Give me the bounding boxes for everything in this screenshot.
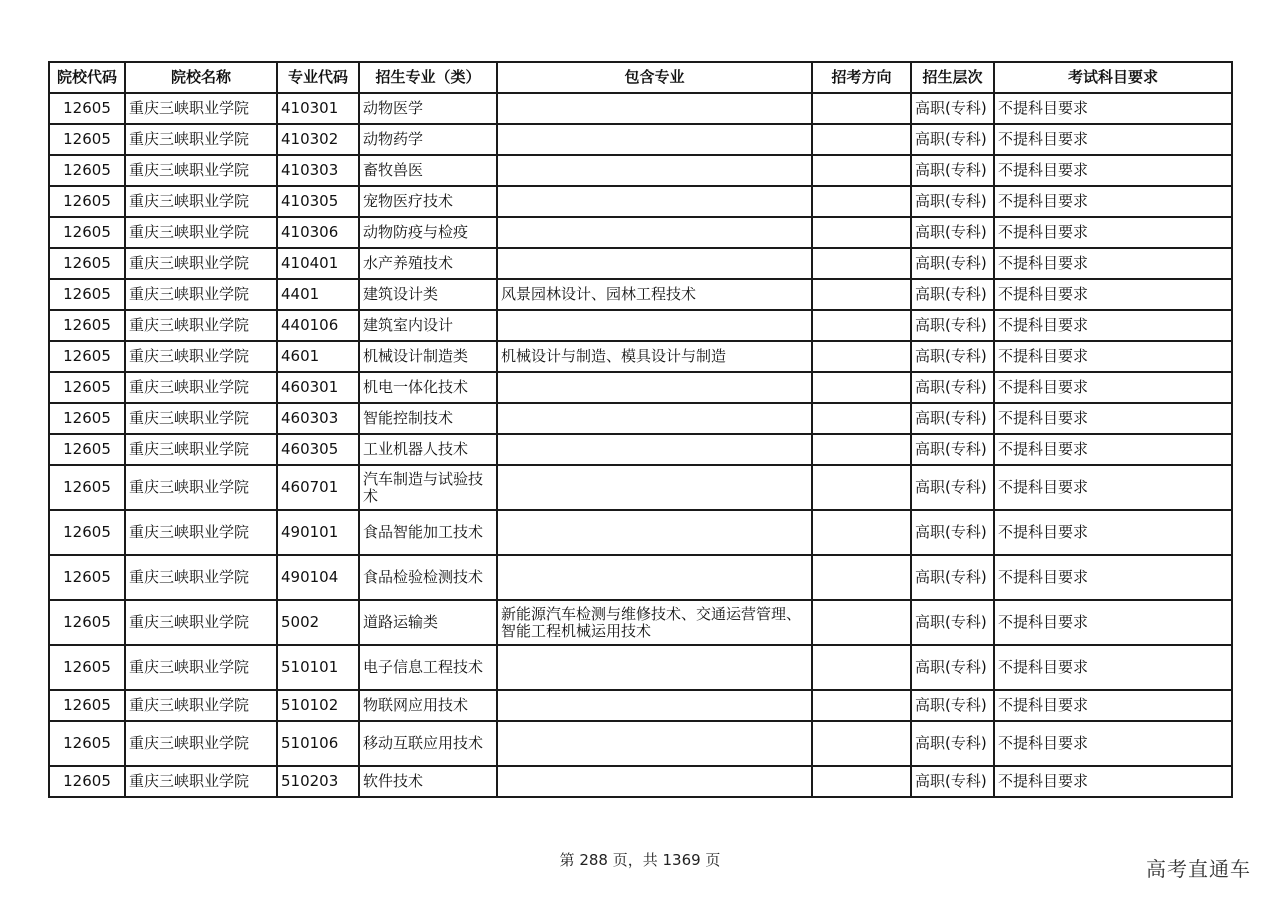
cell-school-code: 12605	[49, 434, 125, 465]
cell-major-code: 410306	[277, 217, 359, 248]
table-header-row	[49, 62, 1232, 93]
table-row	[49, 510, 1232, 555]
header-major-code: 专业代码	[277, 62, 359, 93]
header-includes: 包含专业	[497, 62, 812, 93]
cell-school-code: 12605	[49, 124, 125, 155]
table-row	[49, 434, 1232, 465]
cell-school-name: 重庆三峡职业学院	[125, 93, 277, 124]
cell-subjects: 不提科目要求	[994, 766, 1232, 797]
cell-school-code: 12605	[49, 645, 125, 690]
cell-school-code: 12605	[49, 403, 125, 434]
cell-school-name: 重庆三峡职业学院	[125, 766, 277, 797]
cell-level: 高职(专科)	[911, 600, 994, 645]
cell-major: 道路运输类	[359, 600, 497, 645]
cell-includes	[497, 217, 812, 248]
cell-includes	[497, 465, 812, 510]
cell-level: 高职(专科)	[911, 124, 994, 155]
table-row	[49, 372, 1232, 403]
cell-school-name: 重庆三峡职业学院	[125, 217, 277, 248]
cell-direction	[812, 341, 911, 372]
cell-school-name: 重庆三峡职业学院	[125, 186, 277, 217]
cell-school-name: 重庆三峡职业学院	[125, 645, 277, 690]
cell-includes	[497, 690, 812, 721]
cell-school-code: 12605	[49, 510, 125, 555]
cell-direction	[812, 555, 911, 600]
cell-school-code: 12605	[49, 310, 125, 341]
cell-major-code: 4601	[277, 341, 359, 372]
cell-school-code: 12605	[49, 217, 125, 248]
table-row	[49, 341, 1232, 372]
cell-major-code: 510106	[277, 721, 359, 766]
table-row	[49, 248, 1232, 279]
cell-school-name: 重庆三峡职业学院	[125, 341, 277, 372]
cell-school-code: 12605	[49, 690, 125, 721]
cell-school-name: 重庆三峡职业学院	[125, 510, 277, 555]
cell-major-code: 510101	[277, 645, 359, 690]
cell-direction	[812, 310, 911, 341]
cell-level: 高职(专科)	[911, 721, 994, 766]
cell-major: 移动互联应用技术	[359, 721, 497, 766]
cell-major: 动物药学	[359, 124, 497, 155]
cell-level: 高职(专科)	[911, 645, 994, 690]
cell-includes	[497, 645, 812, 690]
cell-direction	[812, 217, 911, 248]
cell-school-name: 重庆三峡职业学院	[125, 124, 277, 155]
cell-major: 智能控制技术	[359, 403, 497, 434]
cell-major-code: 510203	[277, 766, 359, 797]
cell-level: 高职(专科)	[911, 93, 994, 124]
cell-direction	[812, 279, 911, 310]
table-row	[49, 721, 1232, 766]
cell-level: 高职(专科)	[911, 766, 994, 797]
cell-includes	[497, 510, 812, 555]
header-major: 招生专业（类）	[359, 62, 497, 93]
cell-subjects: 不提科目要求	[994, 721, 1232, 766]
table-row	[49, 279, 1232, 310]
cell-includes	[497, 434, 812, 465]
cell-major: 宠物医疗技术	[359, 186, 497, 217]
cell-includes	[497, 721, 812, 766]
cell-direction	[812, 124, 911, 155]
cell-subjects: 不提科目要求	[994, 341, 1232, 372]
cell-level: 高职(专科)	[911, 555, 994, 600]
cell-major-code: 410303	[277, 155, 359, 186]
cell-level: 高职(专科)	[911, 690, 994, 721]
table-row	[49, 555, 1232, 600]
cell-major: 食品智能加工技术	[359, 510, 497, 555]
cell-subjects: 不提科目要求	[994, 186, 1232, 217]
cell-school-name: 重庆三峡职业学院	[125, 434, 277, 465]
table-row	[49, 124, 1232, 155]
cell-major-code: 410302	[277, 124, 359, 155]
header-subjects: 考试科目要求	[994, 62, 1232, 93]
cell-includes	[497, 248, 812, 279]
table-row	[49, 645, 1232, 690]
cell-major: 建筑设计类	[359, 279, 497, 310]
cell-direction	[812, 434, 911, 465]
cell-subjects: 不提科目要求	[994, 690, 1232, 721]
header-school-code: 院校代码	[49, 62, 125, 93]
cell-level: 高职(专科)	[911, 341, 994, 372]
cell-major-code: 410301	[277, 93, 359, 124]
cell-school-code: 12605	[49, 766, 125, 797]
table-row	[49, 690, 1232, 721]
cell-school-name: 重庆三峡职业学院	[125, 721, 277, 766]
cell-school-name: 重庆三峡职业学院	[125, 600, 277, 645]
cell-subjects: 不提科目要求	[994, 434, 1232, 465]
header-direction: 招考方向	[812, 62, 911, 93]
cell-direction	[812, 645, 911, 690]
cell-major: 电子信息工程技术	[359, 645, 497, 690]
cell-major: 汽车制造与试验技术	[359, 465, 497, 510]
cell-level: 高职(专科)	[911, 403, 994, 434]
cell-major: 工业机器人技术	[359, 434, 497, 465]
cell-level: 高职(专科)	[911, 279, 994, 310]
header-level: 招生层次	[911, 62, 994, 93]
cell-direction	[812, 766, 911, 797]
cell-major-code: 460301	[277, 372, 359, 403]
cell-school-code: 12605	[49, 248, 125, 279]
cell-major: 食品检验检测技术	[359, 555, 497, 600]
table-body	[49, 93, 1232, 797]
cell-school-name: 重庆三峡职业学院	[125, 555, 277, 600]
cell-major-code: 4401	[277, 279, 359, 310]
cell-school-code: 12605	[49, 93, 125, 124]
cell-direction	[812, 155, 911, 186]
cell-level: 高职(专科)	[911, 465, 994, 510]
cell-school-name: 重庆三峡职业学院	[125, 155, 277, 186]
cell-major-code: 490104	[277, 555, 359, 600]
cell-includes: 新能源汽车检测与维修技术、交通运营管理、智能工程机械运用技术	[497, 600, 812, 645]
cell-direction	[812, 93, 911, 124]
cell-school-code: 12605	[49, 279, 125, 310]
cell-subjects: 不提科目要求	[994, 217, 1232, 248]
cell-school-code: 12605	[49, 600, 125, 645]
cell-includes: 机械设计与制造、模具设计与制造	[497, 341, 812, 372]
cell-school-code: 12605	[49, 465, 125, 510]
watermark-logo: 高考直通车	[1146, 857, 1251, 881]
cell-subjects: 不提科目要求	[994, 465, 1232, 510]
cell-includes	[497, 310, 812, 341]
cell-direction	[812, 600, 911, 645]
cell-major-code: 440106	[277, 310, 359, 341]
cell-school-code: 12605	[49, 372, 125, 403]
cell-includes	[497, 555, 812, 600]
cell-major-code: 410401	[277, 248, 359, 279]
table-row	[49, 766, 1232, 797]
cell-direction	[812, 690, 911, 721]
cell-school-name: 重庆三峡职业学院	[125, 465, 277, 510]
table-row	[49, 186, 1232, 217]
cell-school-code: 12605	[49, 186, 125, 217]
cell-subjects: 不提科目要求	[994, 310, 1232, 341]
cell-direction	[812, 248, 911, 279]
cell-subjects: 不提科目要求	[994, 600, 1232, 645]
cell-level: 高职(专科)	[911, 217, 994, 248]
cell-level: 高职(专科)	[911, 510, 994, 555]
cell-school-name: 重庆三峡职业学院	[125, 279, 277, 310]
cell-direction	[812, 721, 911, 766]
cell-level: 高职(专科)	[911, 372, 994, 403]
cell-subjects: 不提科目要求	[994, 248, 1232, 279]
cell-level: 高职(专科)	[911, 186, 994, 217]
table-row	[49, 403, 1232, 434]
cell-subjects: 不提科目要求	[994, 645, 1232, 690]
cell-direction	[812, 186, 911, 217]
cell-includes	[497, 155, 812, 186]
cell-direction	[812, 403, 911, 434]
table-row	[49, 600, 1232, 645]
cell-direction	[812, 465, 911, 510]
cell-subjects: 不提科目要求	[994, 93, 1232, 124]
cell-major: 物联网应用技术	[359, 690, 497, 721]
admissions-table	[48, 61, 1233, 798]
cell-school-code: 12605	[49, 555, 125, 600]
cell-direction	[812, 372, 911, 403]
cell-level: 高职(专科)	[911, 155, 994, 186]
cell-major-code: 460701	[277, 465, 359, 510]
cell-major: 动物防疫与检疫	[359, 217, 497, 248]
cell-includes	[497, 124, 812, 155]
cell-includes: 风景园林设计、园林工程技术	[497, 279, 812, 310]
cell-subjects: 不提科目要求	[994, 510, 1232, 555]
cell-major-code: 460305	[277, 434, 359, 465]
cell-school-name: 重庆三峡职业学院	[125, 248, 277, 279]
cell-major: 建筑室内设计	[359, 310, 497, 341]
cell-major: 畜牧兽医	[359, 155, 497, 186]
cell-school-code: 12605	[49, 721, 125, 766]
cell-subjects: 不提科目要求	[994, 403, 1232, 434]
cell-major: 水产养殖技术	[359, 248, 497, 279]
cell-includes	[497, 186, 812, 217]
table-row	[49, 310, 1232, 341]
cell-major: 机电一体化技术	[359, 372, 497, 403]
cell-includes	[497, 372, 812, 403]
header-school-name: 院校名称	[125, 62, 277, 93]
table-row	[49, 217, 1232, 248]
cell-subjects: 不提科目要求	[994, 279, 1232, 310]
cell-level: 高职(专科)	[911, 434, 994, 465]
cell-includes	[497, 766, 812, 797]
cell-subjects: 不提科目要求	[994, 155, 1232, 186]
cell-direction	[812, 510, 911, 555]
table-row	[49, 155, 1232, 186]
cell-school-code: 12605	[49, 155, 125, 186]
cell-school-name: 重庆三峡职业学院	[125, 690, 277, 721]
cell-level: 高职(专科)	[911, 310, 994, 341]
table-row	[49, 465, 1232, 510]
cell-includes	[497, 93, 812, 124]
cell-major-code: 510102	[277, 690, 359, 721]
cell-subjects: 不提科目要求	[994, 372, 1232, 403]
cell-includes	[497, 403, 812, 434]
cell-major-code: 490101	[277, 510, 359, 555]
cell-subjects: 不提科目要求	[994, 555, 1232, 600]
cell-school-name: 重庆三峡职业学院	[125, 403, 277, 434]
cell-major: 软件技术	[359, 766, 497, 797]
cell-major-code: 410305	[277, 186, 359, 217]
table-row	[49, 93, 1232, 124]
cell-subjects: 不提科目要求	[994, 124, 1232, 155]
page-number: 第 288 页，共 1369 页	[559, 851, 721, 869]
cell-major: 机械设计制造类	[359, 341, 497, 372]
cell-major-code: 460303	[277, 403, 359, 434]
cell-school-name: 重庆三峡职业学院	[125, 310, 277, 341]
cell-school-name: 重庆三峡职业学院	[125, 372, 277, 403]
cell-level: 高职(专科)	[911, 248, 994, 279]
cell-major-code: 5002	[277, 600, 359, 645]
cell-school-code: 12605	[49, 341, 125, 372]
cell-major: 动物医学	[359, 93, 497, 124]
